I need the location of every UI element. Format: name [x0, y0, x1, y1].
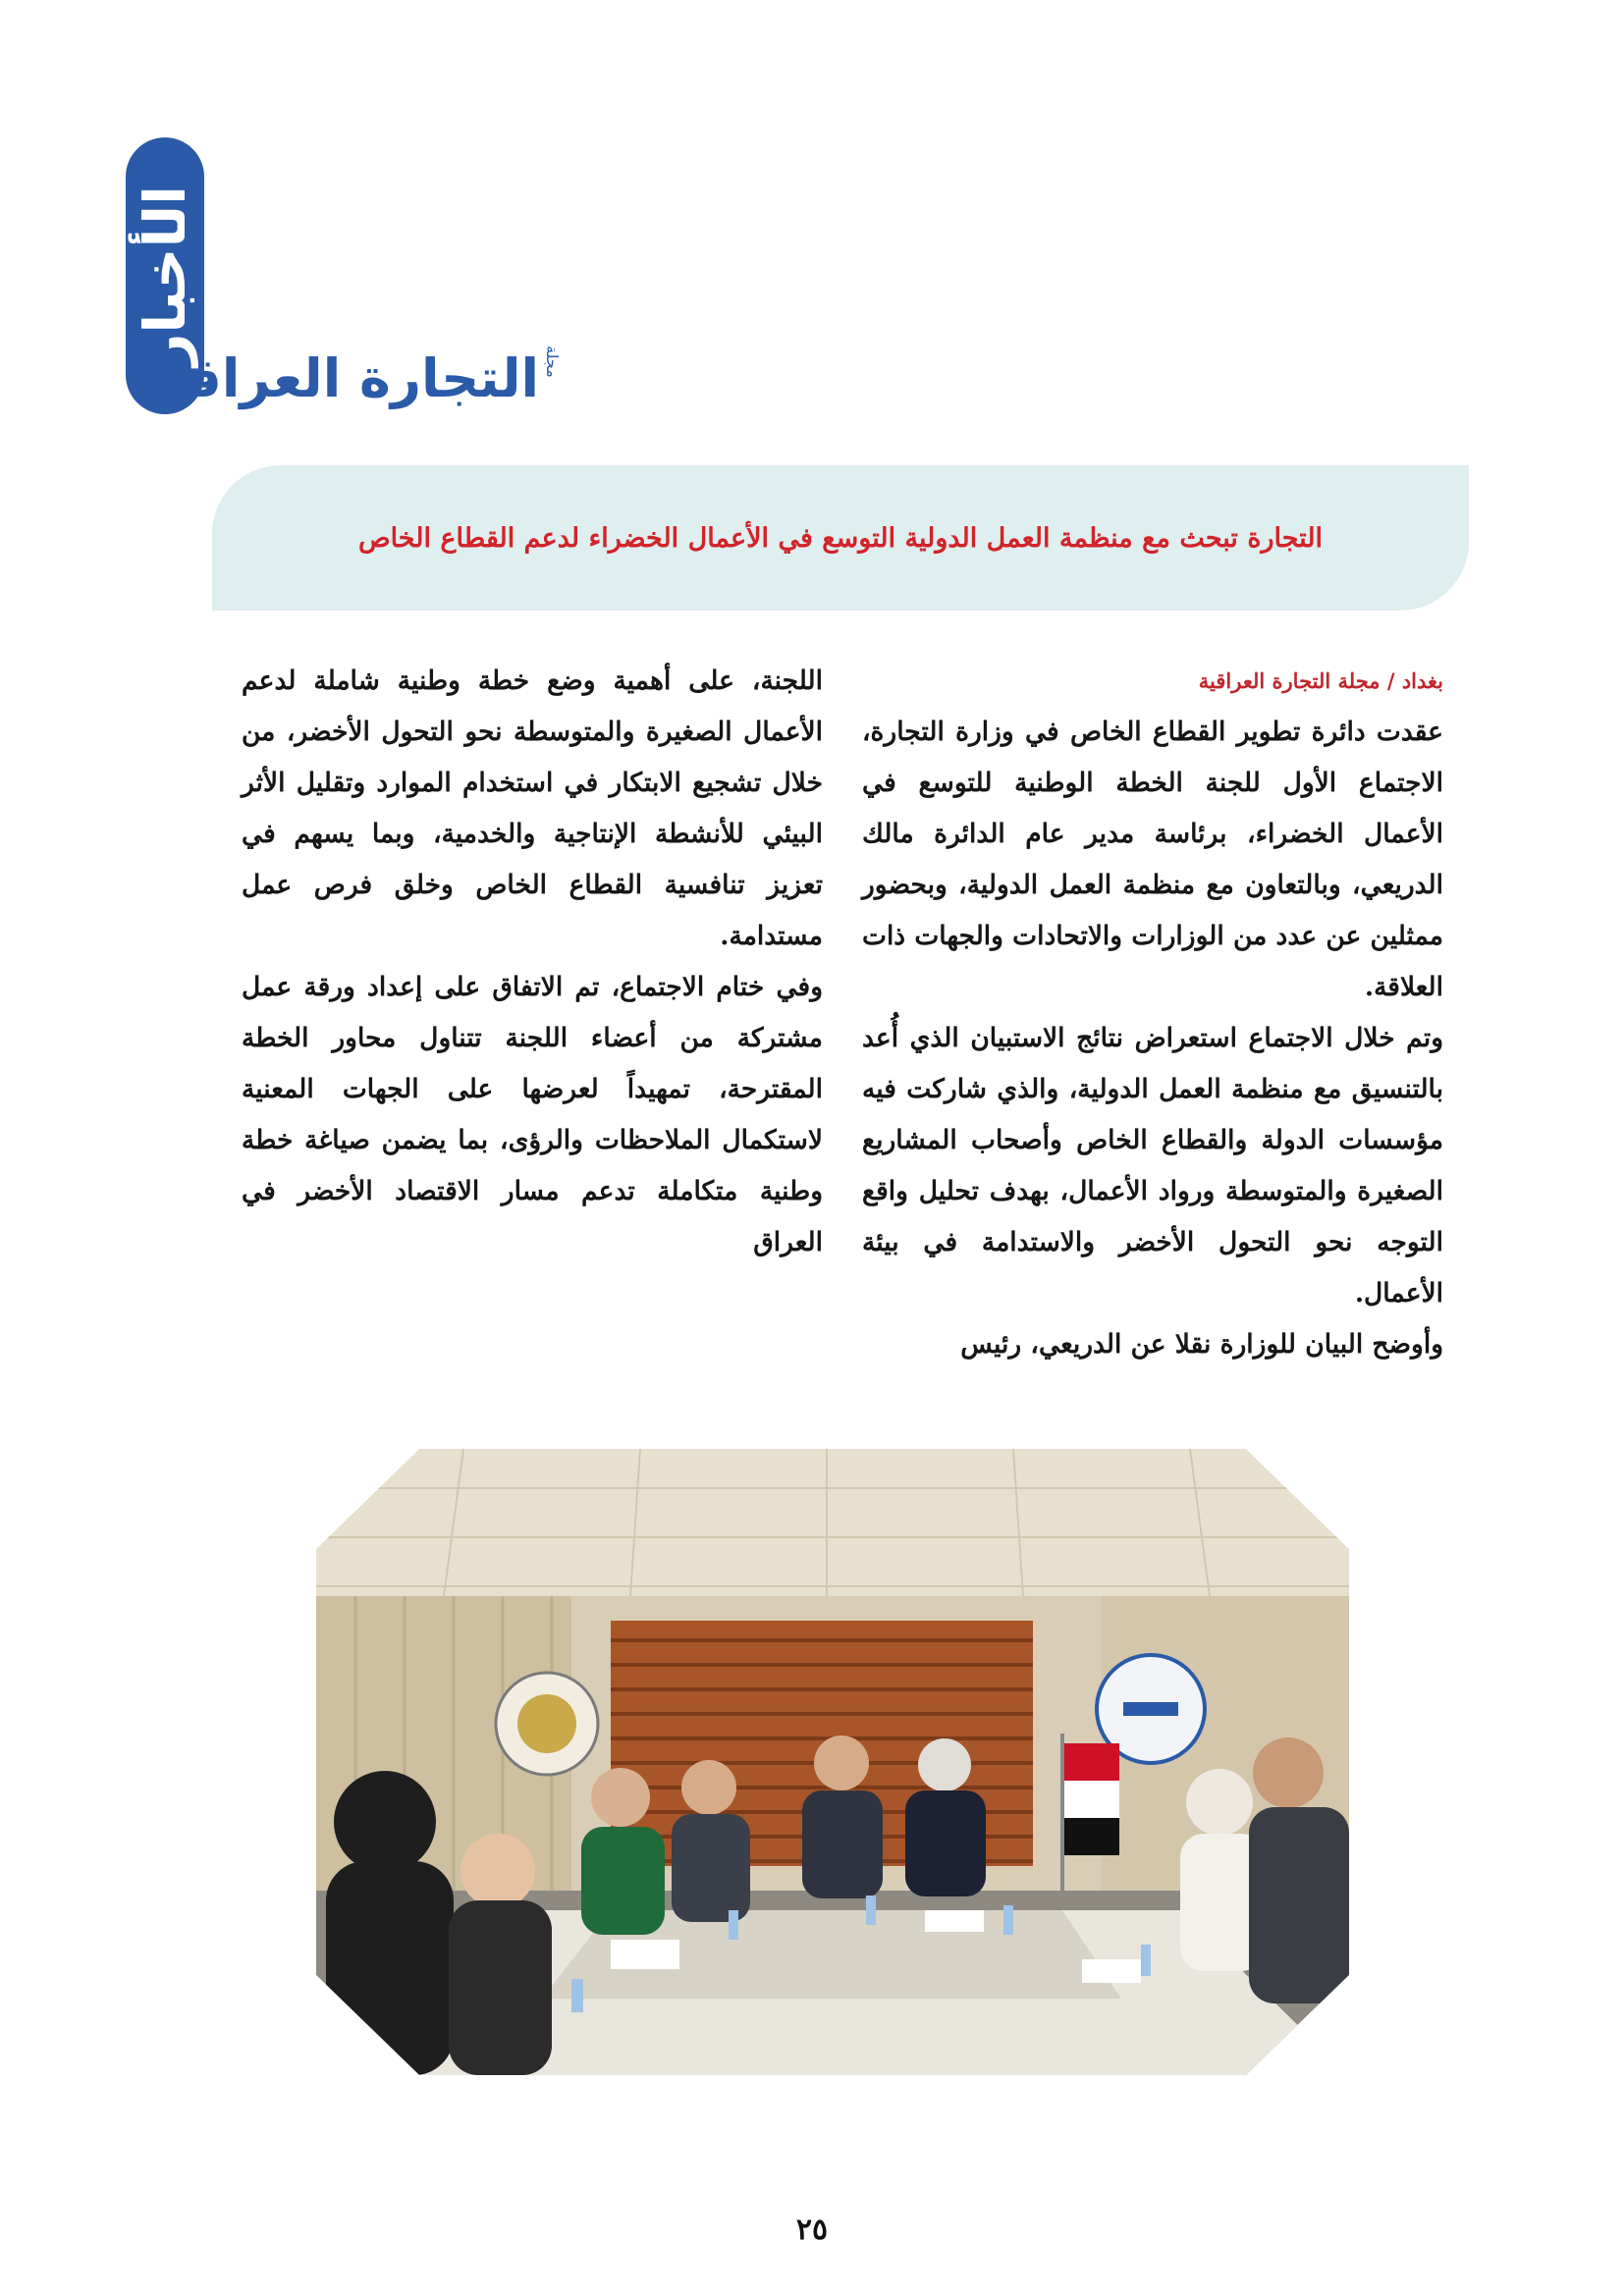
headline-banner	[212, 465, 1469, 611]
article-body	[242, 656, 1443, 1382]
article-headline: التجارة تبحث مع منظمة العمل الدولية التوسع في الأعمال الخضراء لدعم القطاع الخاص	[357, 522, 1324, 554]
article-column-left	[242, 656, 823, 1382]
page-number: ٢٥	[795, 2213, 829, 2247]
magazine-logo-prefix: مجلة	[543, 346, 562, 378]
article-paragraph: وأوضح البيان للوزارة نقلا عن الدريعي، رئيس	[960, 1329, 1443, 1360]
meeting-photo-illustration	[316, 1449, 1349, 2075]
article-paragraph: عقدت دائرة تطوير القطاع الخاص في وزارة التجارة، الاجتماع الأول للجنة الخطة الوطنية للتوسع في الأعمال الخضراء، برئاسة مدير عام الدائرة مالك الدريعي، وبالتعاون مع منظمة العمل الدولية، وبحضور ممثلين عن عدد من الوزارات والاتحادات والجهات ذات العلاقة.	[862, 717, 1443, 1002]
article-dateline: بغداد / مجلة التجارة العراقية	[1198, 668, 1443, 693]
article-paragraph: وتم خلال الاجتماع استعراض نتائج الاستبيان الذي أُعد بالتنسيق مع منظمة العمل الدولية، والذي شاركت فيه مؤسسات الدولة والقطاع الخاص وأصحاب المشاريع الصغيرة والمتوسطة ورواد الأعمال، بهدف تحليل واقع التوجه نحو التحول الأخضر والاستدامة في بيئة الأعمال.	[862, 1023, 1443, 1308]
article-paragraph: وفي ختام الاجتماع، تم الاتفاق على إعداد ورقة عمل مشتركة من أعضاء اللجنة تتناول محاور الخطة المقترحة، تمهيداً لعرضها على الجهات المعنية لاستكمال الملاحظات والرؤى، بما يضمن صياغة خطة وطنية متكاملة تدعم مسار الاقتصاد الأخضر في العراق	[242, 972, 823, 1257]
section-label: الأخبار	[132, 185, 198, 367]
magazine-logo	[133, 342, 562, 416]
magazine-logo-title: التجارة العراقية	[133, 347, 539, 409]
article-column-right	[862, 656, 1443, 1382]
meeting-photo	[316, 1449, 1349, 2075]
article-paragraph: اللجنة، على أهمية وضع خطة وطنية شاملة لدعم الأعمال الصغيرة والمتوسطة نحو التحول الأخضر، من خلال تشجيع الابتكار في استخدام الموارد وتقليل الأثر البيئي للأنشطة الإنتاجية والخدمية، وبما يسهم في تعزيز تنافسية القطاع الخاص وخلق فرص عمل مستدامة.	[242, 666, 823, 951]
